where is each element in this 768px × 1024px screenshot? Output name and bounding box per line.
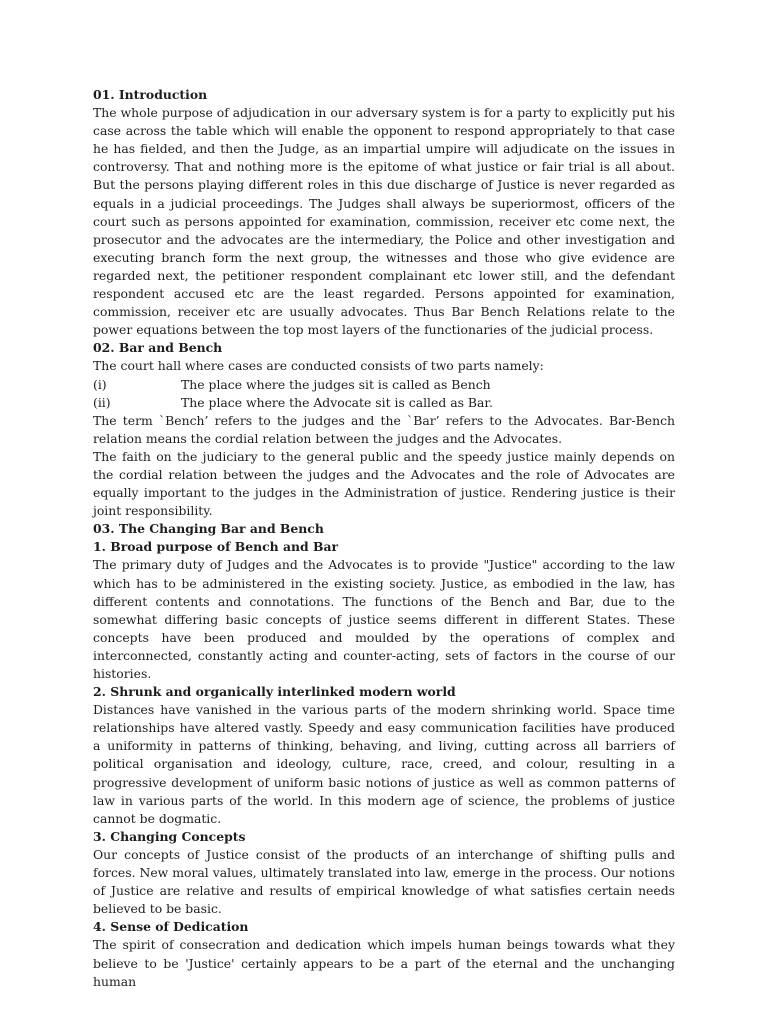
changing-concepts-paragraph: Our concepts of Justice consist of the products of an interchange of shifting pulls and forces. New moral values, ultimately translated into law, emerge in the process. Our notions of Justice are relative and results of empirical knowledge of what satisfies certain needs believed to be basic. bbox=[93, 846, 675, 917]
list-item-number: (i) bbox=[93, 376, 107, 392]
list-item bbox=[93, 376, 675, 394]
bar-bench-definition-paragraph: The term `Bench’ refers to the judges and the `Bar’ refers to the Advocates. Bar-Bench relation means the cordial relation between the judges and the Advocates. bbox=[93, 412, 675, 446]
list-item-number: (ii) bbox=[93, 394, 111, 410]
sense-of-dedication-paragraph: The spirit of consecration and dedication which impels human beings towards what they believe to be 'Justice' certainly appears to be a part of the eternal and the unchanging human bbox=[93, 937, 675, 989]
section-heading-bar-and-bench: 02. Bar and Bench bbox=[93, 340, 223, 356]
introduction-paragraph: The whole purpose of adjudication in our adversary system is for a party to explicitly put his case across the table which will enable the opponent to respond appropriately to that case he has fielded, and then the Judge, as an impartial umpire will adjudicate on the issues in controversy. That and nothing more is the epitome of what justice or fair trial is all about. But the persons playing different roles in this due discharge of Justice is never regarded as equals in a judicial proceedings. The Judges shall always be superiormost, officers of the court such as persons appointed for examination, commission, receiver etc come next, the prosecutor and the advocates are the intermediary, the Police and other investigation and executing branch form the next group, the witnesses and those who give evidence are regarded next, the petitioner respondent complainant etc lower still, and the defendant respondent accused etc are the least regarded. Persons appointed for examination, commission, receiver etc are usually advocates. Thus Bar Bench Relations relate to the power equations between the top most layers of the functionaries of the judicial process. bbox=[93, 105, 675, 338]
shrunk-world-paragraph: Distances have vanished in the various parts of the modern shrinking world. Space time relationships have altered vastly. Speedy and easy communication facilities have produced a uniformity in patterns of thinking, behaving, and living, cutting across all barriers of political organisation and ideology, culture, race, creed, and colour, resulting in a progressive development of uniform basic notions of justice as well as common patterns of law in various parts of the world. In this modern age of science, the problems of justice cannot be dogmatic. bbox=[93, 702, 675, 826]
subsection-heading-sense-of-dedication: 4. Sense of Dedication bbox=[93, 919, 249, 935]
bar-bench-faith-paragraph: The faith on the judiciary to the general public and the speedy justice mainly depends on the cordial relation between the judges and the Advocates and the role of Advocates are equally important to the judges in the Administration of justice. Rendering justice is their joint responsibility. bbox=[93, 448, 675, 519]
broad-purpose-paragraph: The primary duty of Judges and the Advocates is to provide "Justice" according to the law which has to be administered in the existing society. Justice, as embodied in the law, has different contents and connotations. The functions of the Bench and Bar, due to the somewhat differing basic concepts of justice seems different in different States. These concepts have been produced and moulded by the operations of complex and interconnected, constantly acting and counter-acting, sets of factors in the course of our histories. bbox=[93, 557, 675, 681]
section-heading-changing-bar-and-bench: 03. The Changing Bar and Bench bbox=[93, 521, 324, 537]
section-heading-introduction: 01. Introduction bbox=[93, 87, 208, 102]
document-page bbox=[93, 86, 675, 991]
list-item-text: The place where the Advocate sit is called as Bar. bbox=[181, 394, 493, 410]
list-item-text: The place where the judges sit is called as Bench bbox=[181, 376, 491, 392]
list-item bbox=[93, 394, 675, 412]
bar-and-bench-intro: The court hall where cases are conducted consists of two parts namely: bbox=[93, 358, 544, 374]
subsection-heading-changing-concepts: 3. Changing Concepts bbox=[93, 828, 246, 844]
subsection-heading-shrunk-world: 2. Shrunk and organically interlinked modern world bbox=[93, 684, 456, 700]
subsection-heading-broad-purpose: 1. Broad purpose of Bench and Bar bbox=[93, 539, 339, 555]
